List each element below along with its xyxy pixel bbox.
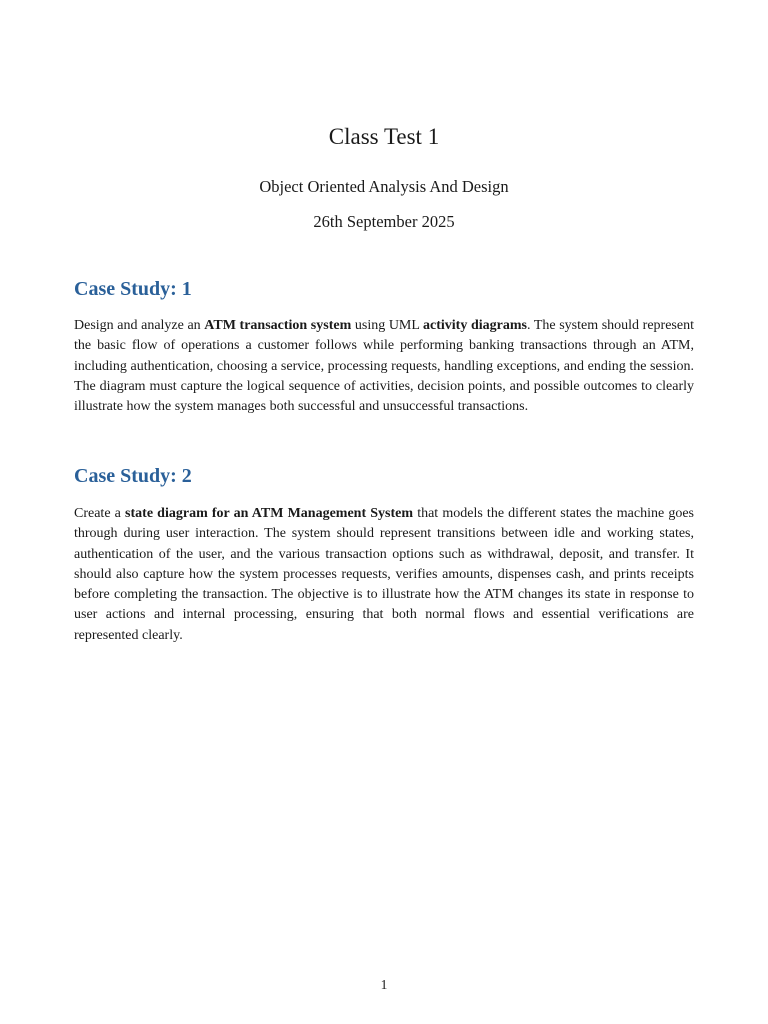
page-title: Class Test 1	[328, 124, 440, 149]
case-study-1-text: using UML	[351, 318, 424, 333]
course-subtitle: Object Oriented Analysis And Design	[259, 177, 509, 196]
case-study-2-paragraph	[74, 504, 694, 646]
case-study-1-text: . The system should represent the basic flow of operations a customer follows while performing banking transactions through an ATM, including authentication, choosing a service, processing requests, handling exceptions, and ending the session. The diagram must capture the logical sequence of activities, decision points, and possible outcomes to clearly illustrate how the system manages both successful and unsuccessful transactions.	[74, 318, 694, 415]
case-study-2-heading: Case Study: 2	[74, 465, 192, 487]
case-study-2-text: that models the different states the machine goes through during user interaction. The system should represent transitions between idle and working states, authentication of the user, and the various transaction options such as withdrawal, deposit, and transfer. It should also capture how the system processes requests, verifies amounts, dispenses cash, and prints receipts before completing the transaction. The objective is to illustrate how the ATM changes its state in response to user actions and internal processing, ensuring that both normal flows and essential verifications are represented clearly.	[74, 506, 694, 643]
case-study-1-paragraph	[74, 316, 694, 417]
case-study-2-bold-state-diagram: state diagram for an ATM Management System	[125, 506, 414, 521]
case-study-2-text: Create a	[74, 506, 126, 521]
case-study-1-text: Design and analyze an	[74, 318, 205, 333]
case-study-1-bold-activity-diagrams: activity diagrams	[423, 318, 527, 333]
test-date: 26th September 2025	[313, 212, 455, 231]
case-study-1-bold-atm-system: ATM transaction system	[204, 318, 352, 333]
page-number: 1	[380, 977, 388, 992]
case-study-1-heading: Case Study: 1	[74, 278, 192, 300]
